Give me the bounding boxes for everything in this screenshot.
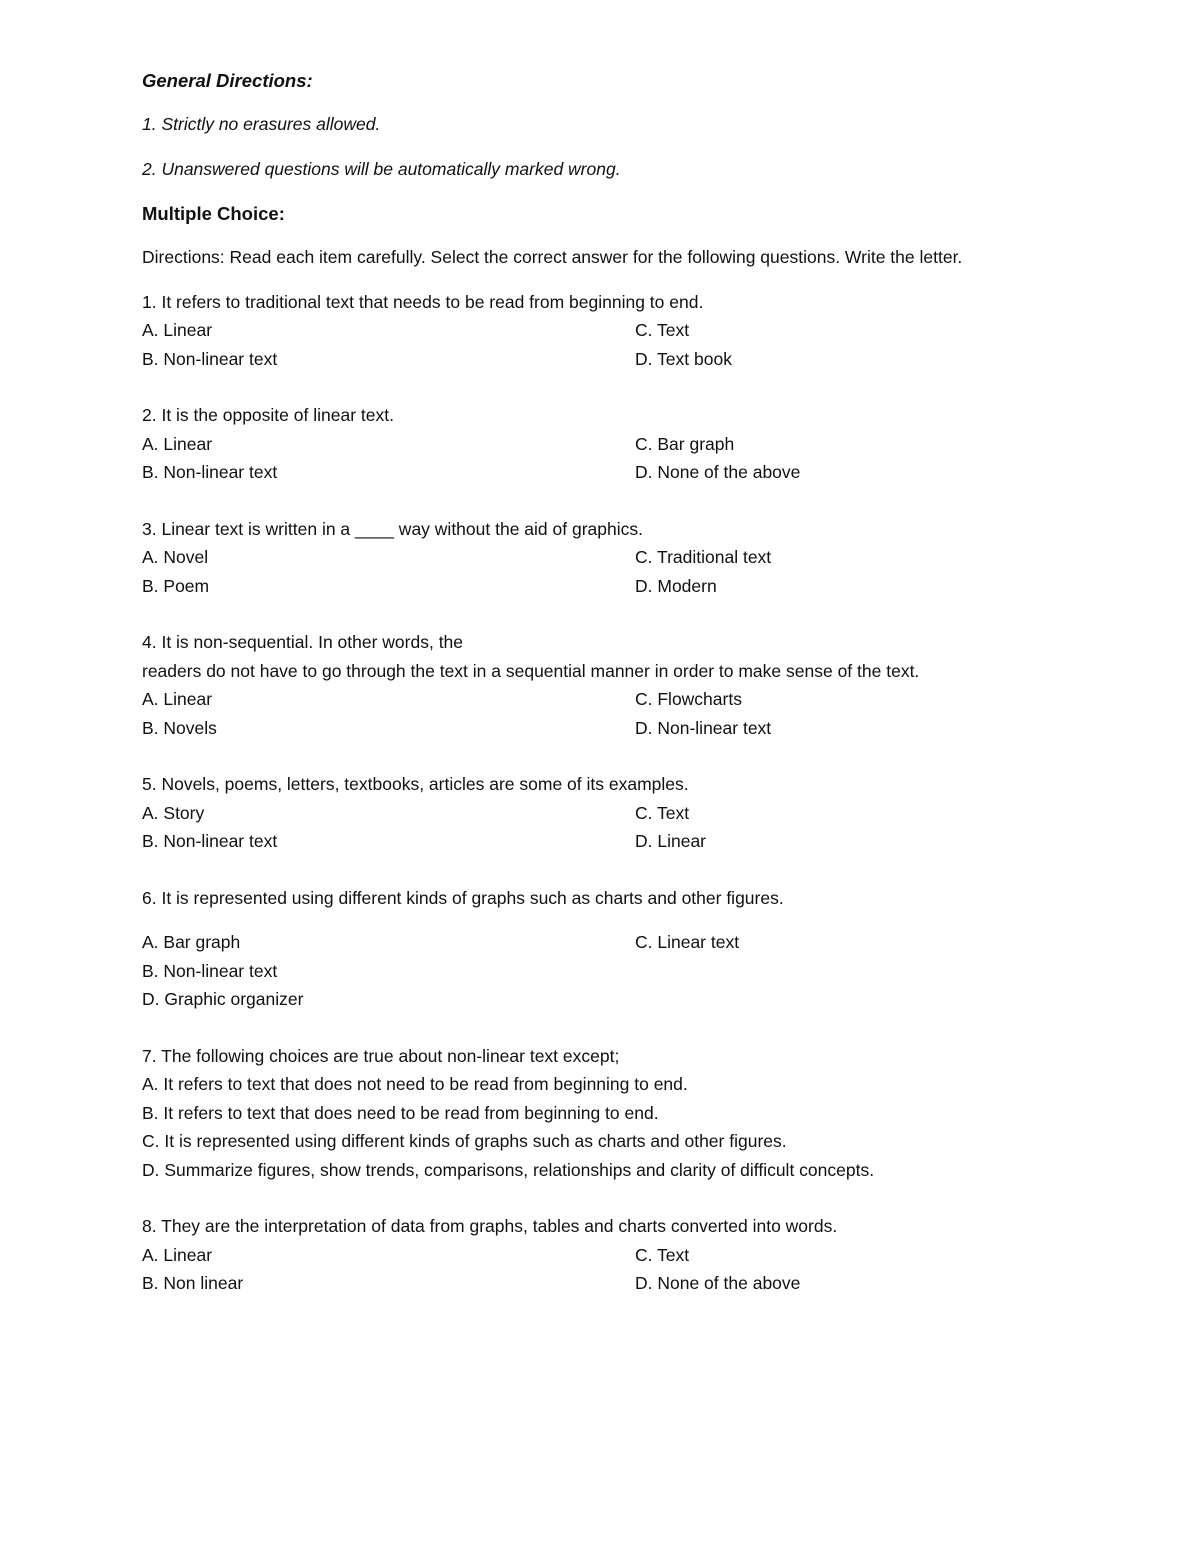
question-6 — [142, 884, 1042, 1014]
option-a: A. Linear — [142, 689, 213, 709]
option-a: A. Linear — [142, 433, 213, 454]
mc-directions: Directions: Read each item carefully. Select the correct answer for the following questions. Write the letter. — [142, 247, 963, 267]
option-c: C. Text — [635, 320, 690, 340]
option-d: D. None of the above — [635, 1273, 801, 1293]
option-b: B. Poem — [142, 575, 210, 596]
options — [142, 316, 1042, 373]
question-7 — [142, 1042, 1042, 1185]
option-d: D. Non-linear text — [635, 717, 772, 738]
general-directions-heading: General Directions: — [142, 70, 313, 91]
option-d: D. Text book — [635, 348, 732, 369]
question-4 — [142, 628, 1042, 742]
option-a: A. Bar graph — [142, 932, 241, 952]
option-d: D. Modern — [635, 575, 717, 596]
options — [142, 1070, 1042, 1184]
option-b: B. Non-linear text — [142, 462, 278, 482]
option-c: C. Flowcharts — [635, 689, 742, 709]
option-c: C. Traditional text — [635, 547, 772, 567]
options — [142, 543, 1042, 600]
question-text: 6. It is represented using different kinds of graphs such as charts and other figures. — [142, 887, 784, 908]
general-direction-2: 2. Unanswered questions will be automatically marked wrong. — [142, 158, 621, 179]
option-d: D. None of the above — [635, 462, 801, 482]
option-c: C. Linear text — [635, 932, 740, 952]
option-b: B. It refers to text that does need to be read from beginning to end. — [142, 1102, 659, 1123]
question-5 — [142, 770, 1042, 856]
option-d: D. Linear — [635, 831, 707, 851]
question-text: 1. It refers to traditional text that needs to be read from beginning to end. — [142, 291, 704, 312]
options — [142, 1241, 1042, 1298]
options — [142, 928, 1042, 957]
option-b: B. Non-linear text — [142, 348, 278, 369]
option-a: A. Linear — [142, 320, 213, 340]
options — [142, 685, 1042, 742]
option-c: C. Bar graph — [635, 433, 735, 454]
option-b: B. Non-linear text — [142, 960, 278, 981]
question-text: 5. Novels, poems, letters, textbooks, articles are some of its examples. — [142, 774, 689, 794]
option-a: A. Novel — [142, 547, 209, 567]
options — [142, 799, 1042, 856]
question-text: 2. It is the opposite of linear text. — [142, 405, 394, 425]
option-b: B. Novels — [142, 717, 217, 738]
option-d: D. Graphic organizer — [142, 989, 304, 1009]
question-2 — [142, 401, 1042, 487]
question-text-line-1: 4. It is non-sequential. In other words, the — [142, 632, 464, 652]
question-text: 7. The following choices are true about non-linear text except; — [142, 1045, 620, 1066]
options — [142, 430, 1042, 487]
option-a: A. Linear — [142, 1244, 213, 1265]
general-direction-1: 1. Strictly no erasures allowed. — [142, 114, 381, 134]
option-c: C. It is represented using different kinds of graphs such as charts and other figures. — [142, 1131, 787, 1151]
question-8 — [142, 1212, 1042, 1298]
multiple-choice-heading: Multiple Choice: — [142, 203, 285, 224]
option-c: C. Text — [635, 1244, 690, 1265]
document-content — [142, 66, 1042, 1326]
question-text-line-2: readers do not have to go through the text in a sequential manner in order to make sense of the text. — [142, 660, 920, 681]
question-text: 3. Linear text is written in a ____ way without the aid of graphics. — [142, 518, 643, 539]
question-text: 8. They are the interpretation of data from graphs, tables and charts converted into words. — [142, 1216, 838, 1236]
option-a: A. Story — [142, 802, 205, 823]
option-b: B. Non linear — [142, 1273, 244, 1293]
question-3 — [142, 515, 1042, 601]
option-c: C. Text — [635, 802, 690, 823]
option-d: D. Summarize figures, show trends, comparisons, relationships and clarity of difficult concepts. — [142, 1159, 875, 1180]
question-1 — [142, 288, 1042, 374]
option-b: B. Non-linear text — [142, 831, 278, 851]
option-a: A. It refers to text that does not need to be read from beginning to end. — [142, 1074, 688, 1094]
